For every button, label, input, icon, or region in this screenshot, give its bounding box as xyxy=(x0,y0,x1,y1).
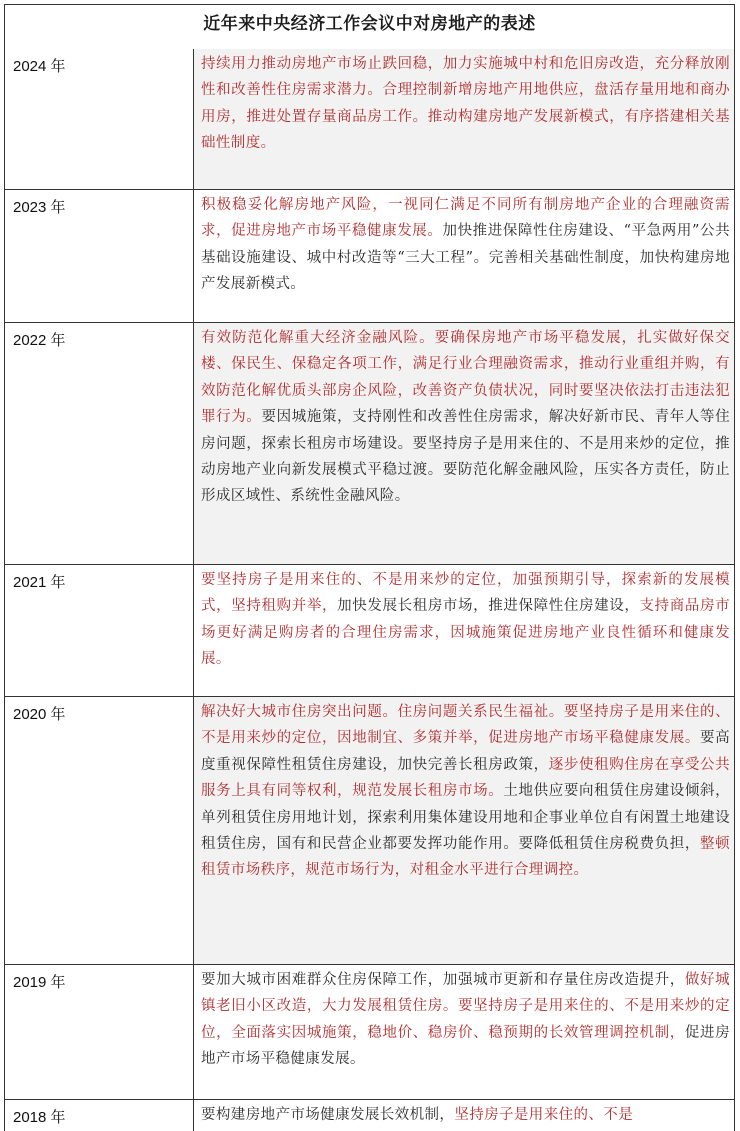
table-row xyxy=(4,49,735,190)
statement-text: 支持商品房市场更好满足购房者的合理住房需求，因城施策促进房地产业良性循环和健康发展。 xyxy=(201,598,731,668)
statement-cell xyxy=(194,49,734,189)
table-row xyxy=(4,565,735,697)
year-label: 2021 年 xyxy=(13,574,66,591)
table-row xyxy=(4,965,735,1100)
statement-text: 积极稳妥化解房地产风险，一视同仁满足不同所有制房地产企业的合理融资需求，促进房地产市场平稳健康发展。 xyxy=(201,197,730,240)
statement-cell xyxy=(194,965,734,1099)
statement-cell xyxy=(194,323,734,564)
year-label: 2022 年 xyxy=(13,332,66,349)
statement-text: 要高度重视保障性租赁住房建设，加快完善长租房政策， xyxy=(201,730,730,773)
statement-text: 促进房地产市场平稳健康发展。 xyxy=(201,1024,731,1068)
table-title: 近年来中央经济工作会议中对房地产的表述 xyxy=(203,14,536,34)
year-label: 2019 年 xyxy=(13,974,66,991)
statement-text: 要构建房地产市场健康发展长效机制， xyxy=(201,1107,455,1123)
year-cell xyxy=(5,965,194,1099)
table-row xyxy=(4,323,735,565)
year-cell xyxy=(5,323,194,564)
statement-text: 整顿租赁市场秩序，规范市场行为，对租金水平进行合理调控。 xyxy=(201,836,730,879)
table-row xyxy=(4,1100,735,1131)
policy-table xyxy=(4,4,735,1131)
statement-text: 要因城施策，支持刚性和改善性住房需求，解决好新市民、青年人等住房问题，探索长租房市场建设。要坚持房子是用来住的、不是用来炒的定位，推动房地产业向新发展模式平稳过渡。要防范化解金融风险，压实各方责任，防止形成区域性、系统性金融风险。 xyxy=(201,409,730,505)
statement-cell xyxy=(194,190,734,322)
statement-cell xyxy=(194,1100,734,1131)
statement-text: 有效防范化解重大经济金融风险。要确保房地产市场平稳发展，扎实做好保交楼、保民生、保稳定各项工作，满足行业合理融资需求，推动行业重组并购，有效防范化解优质头部房企风险，改善资产负债状况，同时要坚决依法打击违法犯罪行为。 xyxy=(201,330,730,426)
year-cell xyxy=(5,49,194,189)
year-label: 2023 年 xyxy=(13,199,66,216)
statement-text: 加快推进保障性住房建设、“平急两用”公共基础设施建设、城中村改造等“三大工程”。完善相关基础性制度，加快构建房地产发展新模式。 xyxy=(201,223,730,293)
statement-text: 持续用力推动房地产市场止跌回稳，加力实施城中村和危旧房改造，充分释放刚性和改善性住房需求潜力。合理控制新增房地产用地供应，盘活存量用地和商办用房，推进处置存量商品房工作。推动构建房地产发展新模式，有序搭建相关基础性制度。 xyxy=(201,56,730,152)
year-label: 2024 年 xyxy=(13,58,66,75)
statement-cell xyxy=(194,565,734,696)
statement-text: 逐步使租购住房在享受公共服务上具有同等权利，规范发展长租房市场。 xyxy=(201,756,730,800)
statement-text: 要坚持房子是用来住的、不是用来炒的定位，加强预期引导，探索新的发展模式，坚持租购并举， xyxy=(201,572,730,615)
year-cell xyxy=(5,190,194,322)
statement-cell xyxy=(194,697,734,964)
statement-text: 解决好大城市住房突出问题。住房问题关系民生福祉。要坚持房子是用来住的、不是用来炒的定位，因地制宜、多策并举，促进房地产市场平稳健康发展。 xyxy=(201,704,730,747)
statement-text: 要加大城市困难群众住房保障工作，加强城市更新和存量住房改造提升， xyxy=(201,972,685,988)
year-cell xyxy=(5,697,194,964)
table-row xyxy=(4,190,735,323)
year-cell xyxy=(5,565,194,696)
statement-text: 土地供应要向租赁住房建设倾斜，单列租赁住房用地计划，探索利用集体建设用地和企事业单位自有闲置土地建设租赁住房，国有和民营企业都要发挥功能作用。要降低租赁住房税费负担， xyxy=(201,783,731,853)
year-label: 2020 年 xyxy=(13,706,66,723)
year-label: 2018 年 xyxy=(13,1109,66,1126)
statement-text: 加快发展长租房市场，推进保障性住房建设， xyxy=(337,598,640,615)
year-cell xyxy=(5,1100,194,1131)
table-title-row xyxy=(4,4,735,50)
statement-text: 坚持房子是用来住的、不是 xyxy=(454,1107,634,1123)
table-row xyxy=(4,697,735,965)
statement-text: 做好城镇老旧小区改造，大力发展租赁住房。要坚持房子是用来住的、不是用来炒的定位，全面落实因城施策，稳地价、稳房价、稳预期的长效管理调控机制， xyxy=(201,972,731,1041)
